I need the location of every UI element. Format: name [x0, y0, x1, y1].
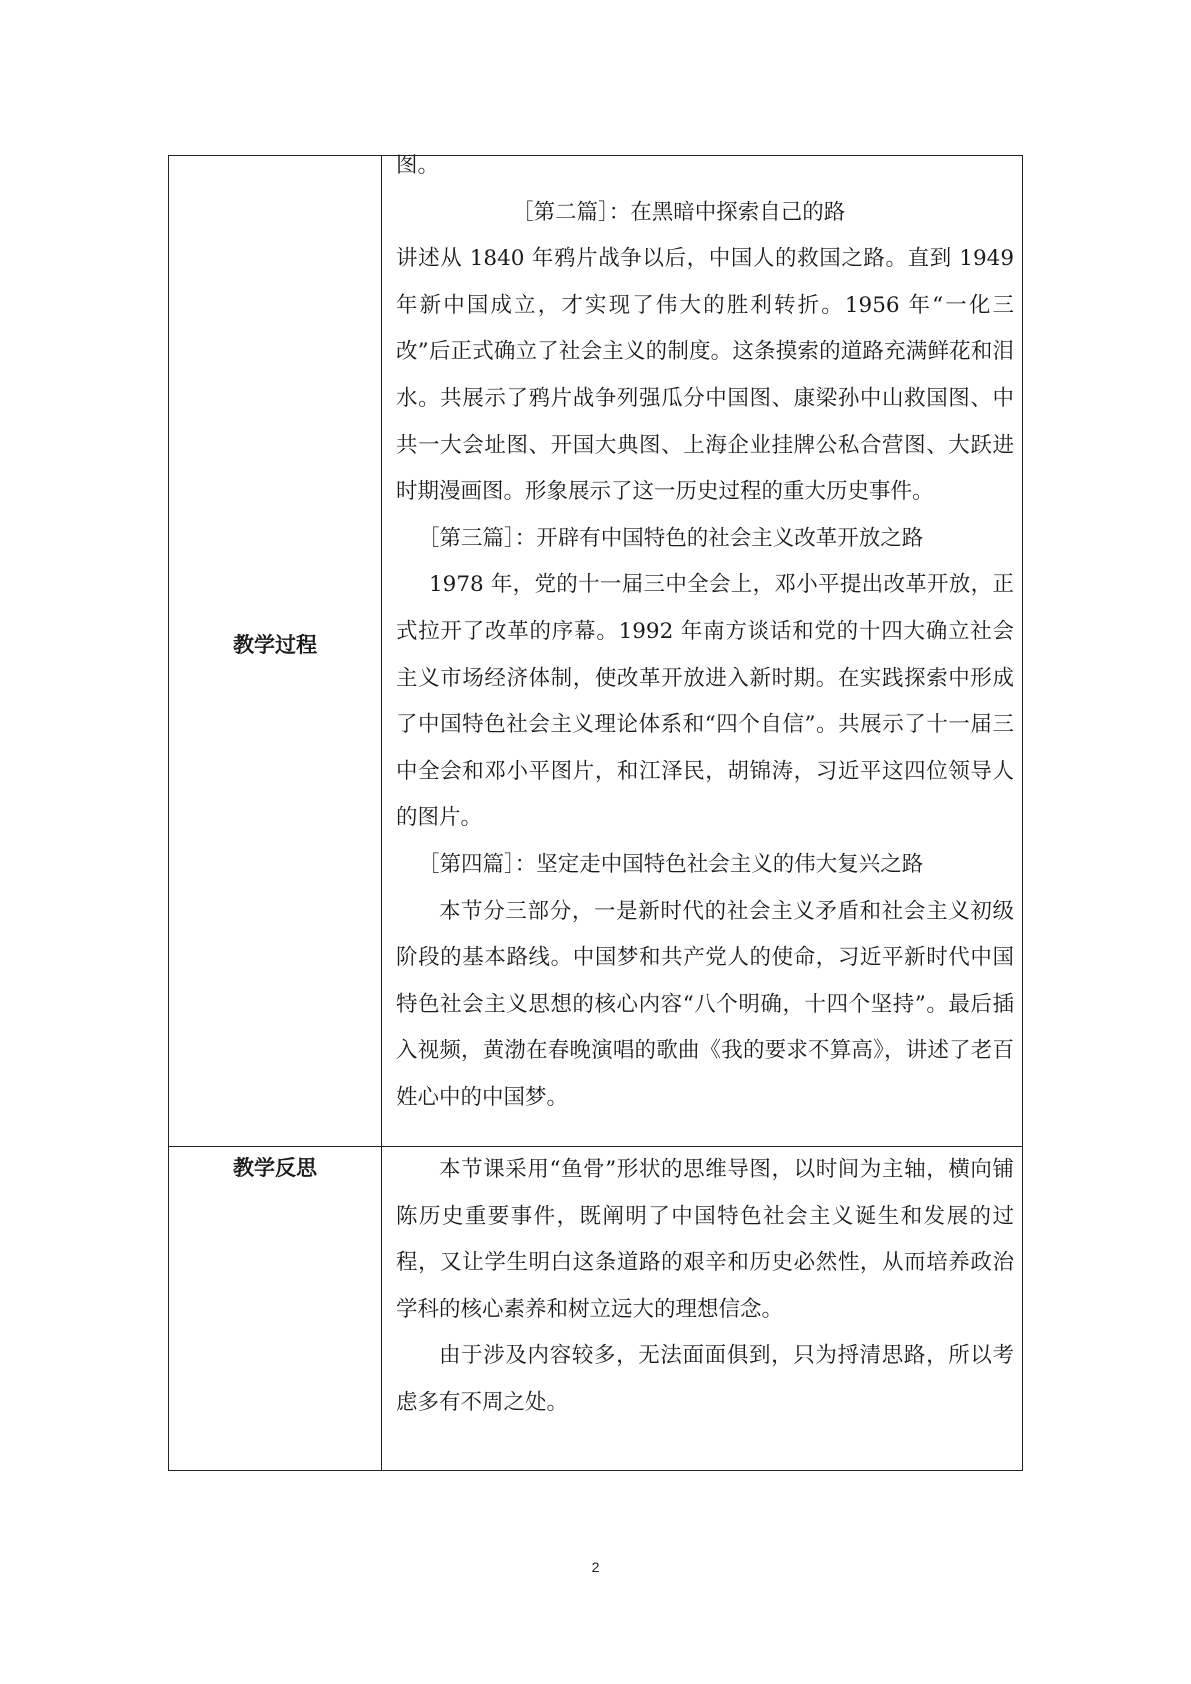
row-label-teaching-reflection: 教学反思	[233, 1156, 317, 1180]
row-label-cell	[169, 156, 382, 1147]
section-heading-part-three: ［第三篇］：开辟有中国特色的社会主义改革开放之路	[418, 525, 924, 551]
section-heading-part-four: ［第四篇］：坚定走中国特色社会主义的伟大复兴之路	[418, 851, 924, 877]
row-label-teaching-process: 教学过程	[233, 633, 317, 657]
page-number: 2	[591, 1559, 600, 1575]
paragraph-fragment: 图。	[396, 153, 440, 178]
row-content-cell	[382, 1147, 1023, 1471]
paragraph-part-three: 1978 年，党的十一届三中全会上，邓小平提出改革开放，正式拉开了改革的序幕。1992 年南方谈话和党的十四大确立社会主义市场经济体制，使改革开放进入新时期。在实践探索中形成了中国特色社会主义理论体系和“四个自信”。共展示了十一届三中全会和邓小平图片，和江泽民，胡锦涛，习近平这四位领导人的图片。	[396, 572, 1014, 831]
table-row-teaching-process	[169, 156, 1023, 1147]
row-content-cell	[382, 153, 1023, 1147]
paragraph-part-two: 讲述从 1840 年鸦片战争以后，中国人的救国之路。直到 1949 年新中国成立，才实现了伟大的胜利转折。1956 年“一化三改”后正式确立了社会主义的制度。这条摸索的道路充满鲜花和泪水。共展示了鸦片战争列强瓜分中国图、康梁孙中山救国图、中共一大会址图、开国大典图、上海企业挂牌公私合营图、大跃进时期漫画图。形象展示了这一历史过程的重大历史事件。	[396, 246, 1014, 505]
paragraph-reflection-1: 本节课采用“鱼骨”形状的思维导图，以时间为主轴，横向铺陈历史重要事件，既阐明了中国特色社会主义诞生和发展的过程，又让学生明白这条道路的艰辛和历史必然性，从而培养政治学科的核心素养和树立远大的理想信念。	[396, 1157, 1014, 1322]
paragraph-reflection-2: 由于涉及内容较多，无法面面俱到，只为捋清思路，所以考虑多有不周之处。	[396, 1343, 1014, 1415]
lesson-table	[168, 155, 1023, 1471]
section-heading-part-two: ［第二篇］：在黑暗中探索自己的路	[512, 199, 846, 225]
table-row-teaching-reflection	[169, 1147, 1023, 1471]
row-label-cell	[169, 1147, 382, 1471]
paragraph-part-four: 本节分三部分，一是新时代的社会主义矛盾和社会主义初级阶段的基本路线。中国梦和共产党人的使命，习近平新时代中国特色社会主义思想的核心内容“八个明确，十四个坚持”。最后插入视频，黄渤在春晚演唱的歌曲《我的要求不算高》，讲述了老百姓心中的中国梦。	[396, 898, 1014, 1110]
